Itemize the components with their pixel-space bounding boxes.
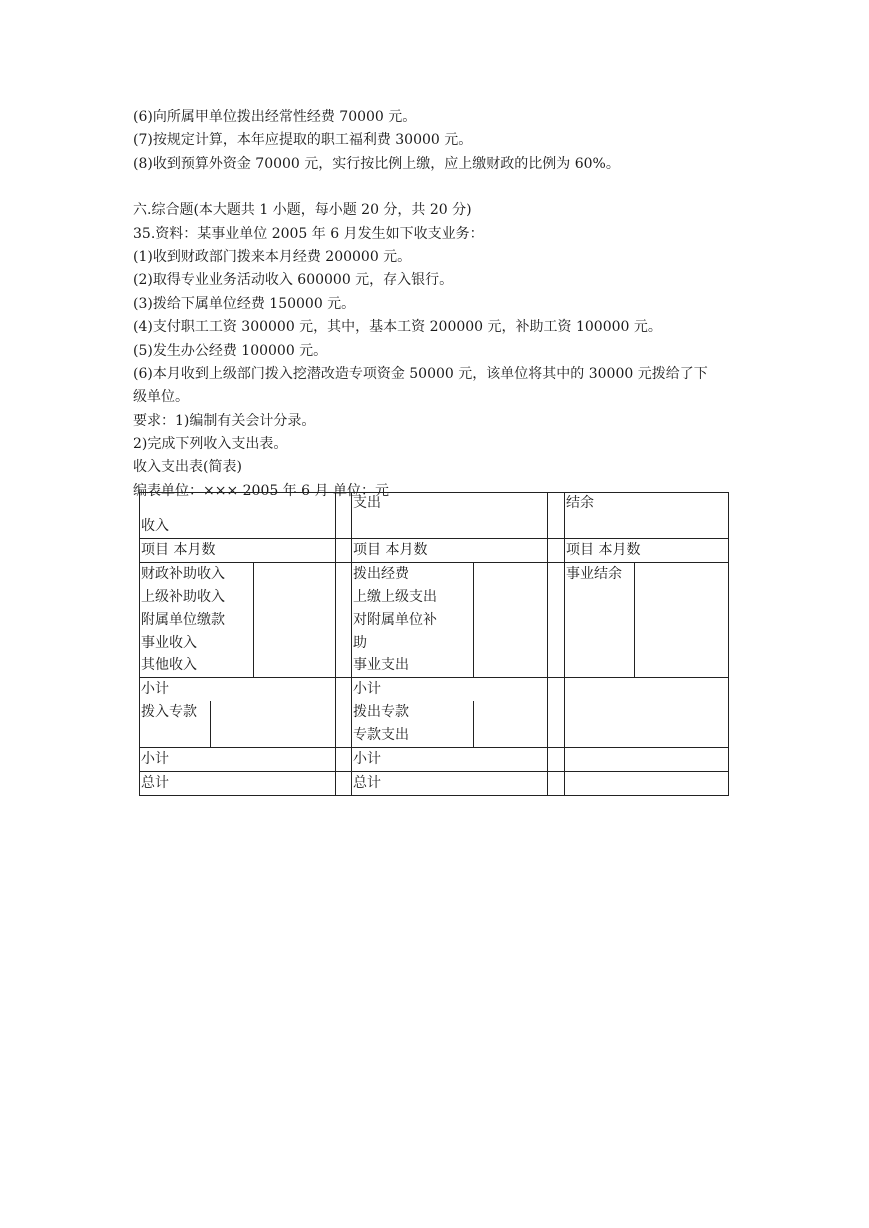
text-line: (1)收到财政部门拨来本月经费 200000 元。 <box>133 248 412 265</box>
column-label: 项目 本月数 <box>353 542 428 558</box>
column-label: 项目 本月数 <box>141 542 216 558</box>
expense-item: 事业支出 <box>353 657 409 673</box>
text-line: (5)发生办公经费 100000 元。 <box>133 342 328 359</box>
text-line: (7)按规定计算，本年应提取的职工福利费 30000 元。 <box>133 132 473 149</box>
expense-item: 上缴上级支出 <box>353 589 437 605</box>
column-label: 项目 本月数 <box>566 542 641 558</box>
income-item: 上级补助收入 <box>141 589 225 605</box>
subtotal-label: 小计 <box>141 751 169 767</box>
surplus-item: 事业结余 <box>566 566 622 582</box>
subtotal-label: 小计 <box>353 681 381 697</box>
expense-item: 拨出经费 <box>353 566 409 582</box>
total-label: 总计 <box>141 775 169 791</box>
expense-header: 支出 <box>353 495 381 511</box>
income-item: 事业收入 <box>141 635 197 651</box>
text-line: 2)完成下列收入支出表。 <box>133 436 288 453</box>
document-body <box>133 106 773 503</box>
text-line: (8)收到预算外资金 70000 元，实行按比例上缴，应上缴财政的比例为 60%。 <box>133 155 620 172</box>
table-caption: 收入支出表(简表) <box>133 459 242 476</box>
text-line: 35.资料：某事业单位 2005 年 6 月发生如下收支业务： <box>133 225 484 242</box>
subtotal-label: 小计 <box>141 681 169 697</box>
text-line: (2)取得专业业务活动收入 600000 元，存入银行。 <box>133 272 454 289</box>
expense-item: 助 <box>353 635 367 651</box>
text-line: 要求：1)编制有关会计分录。 <box>133 412 316 429</box>
text-line: (4)支付职工工资 300000 元，其中，基本工资 200000 元，补助工资 100000 元。 <box>133 319 662 336</box>
table-subcaption: 编表单位：××× 2005 年 6 月 单位：元 <box>133 482 389 499</box>
text-line: (6)本月收到上级部门拨入挖潜改造专项资金 50000 元，该单位将其中的 30000 元拨给了下 <box>133 365 708 382</box>
special-income-item: 拨入专款 <box>141 704 197 720</box>
special-expense-item: 专款支出 <box>353 727 409 743</box>
income-item: 附属单位缴款 <box>141 612 225 628</box>
text-line: (3)拨给下属单位经费 150000 元。 <box>133 295 356 312</box>
expense-item: 对附属单位补 <box>353 612 437 628</box>
total-label: 总计 <box>353 775 381 791</box>
income-expense-table <box>139 492 729 796</box>
income-item: 其他收入 <box>141 657 197 673</box>
text-line: (6)向所属甲单位拨出经常性经费 70000 元。 <box>133 109 417 125</box>
income-header: 收入 <box>141 518 169 534</box>
section-title: 六.综合题(本大题共 1 小题，每小题 20 分，共 20 分) <box>133 202 472 219</box>
special-expense-item: 拨出专款 <box>353 704 409 720</box>
text-line: 级单位。 <box>133 389 189 406</box>
subtotal-label: 小计 <box>353 751 381 767</box>
table-grid <box>139 492 729 796</box>
income-item: 财政补助收入 <box>141 566 225 582</box>
surplus-header: 结余 <box>566 495 594 511</box>
